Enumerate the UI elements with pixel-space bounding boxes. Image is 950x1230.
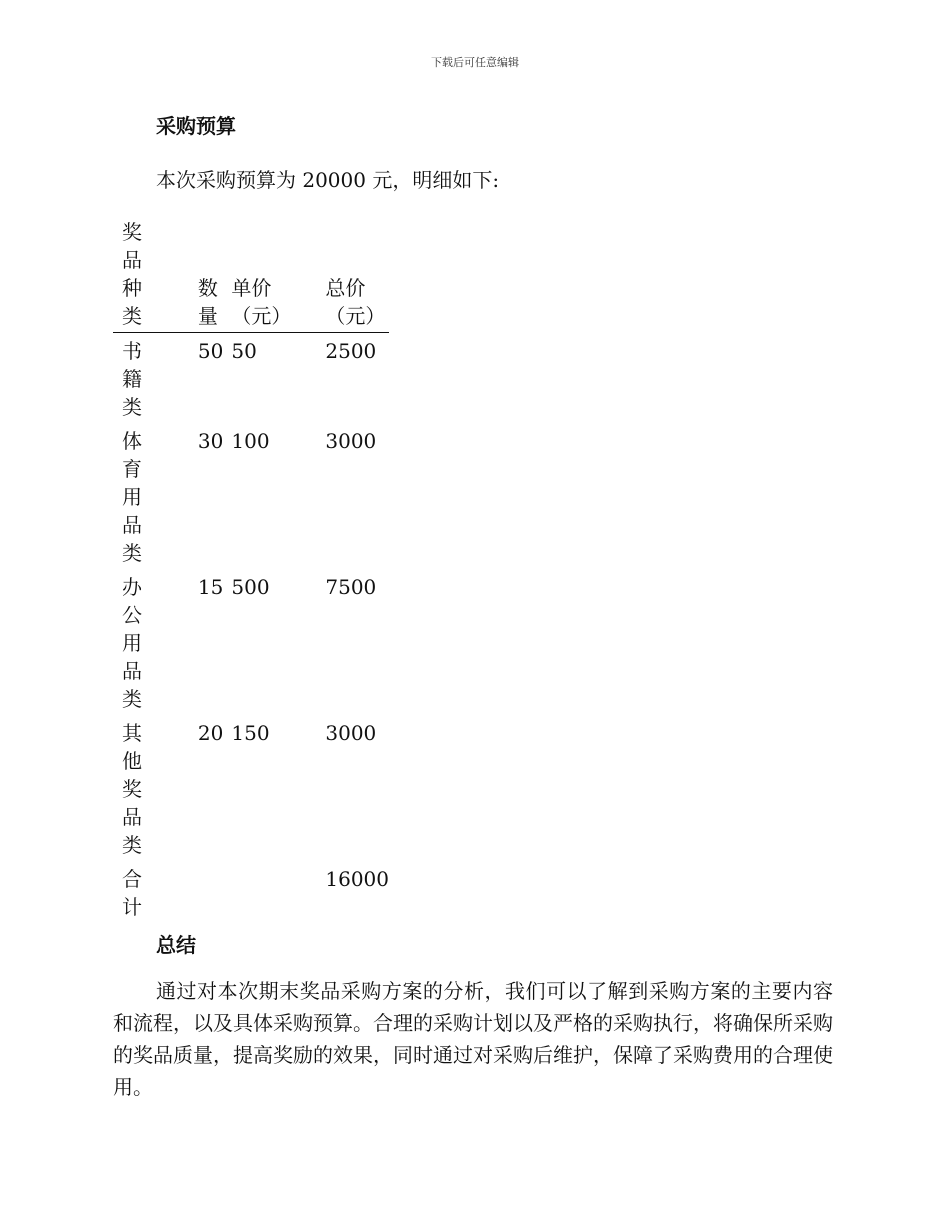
table-row xyxy=(113,333,389,424)
cell-unit-price: 150 xyxy=(231,721,270,745)
budget-intro: 本次采购预算为 20000 元，明细如下: xyxy=(156,168,500,192)
budget-heading: 采购预算 xyxy=(156,114,236,138)
cell-quantity: 30 xyxy=(197,429,224,453)
summary-paragraph: 通过对本次期末奖品采购方案的分析，我们可以了解到采购方案的主要内容和流程，以及具体采购预算。合理的采购计划以及严格的采购执行，将确保所采购的奖品质量，提高奖励的效果，同时通过对采购后维护，保障了采购费用的合理使用。 xyxy=(113,979,833,1099)
cell-unit-price: 100 xyxy=(231,429,270,453)
cell-quantity: 50 xyxy=(197,339,224,363)
document-body xyxy=(113,110,833,1103)
cell-total: 3000 xyxy=(325,429,377,453)
budget-table xyxy=(113,218,389,923)
cell-unit-price: 500 xyxy=(231,575,270,599)
cell-category: 办公用品类 xyxy=(122,575,142,711)
cell-unit-price xyxy=(231,861,325,923)
header-total: 总价（元） xyxy=(325,218,389,333)
cell-category: 体育用品类 xyxy=(122,429,142,565)
cell-total: 3000 xyxy=(325,721,377,745)
cell-category: 其他奖品类 xyxy=(122,721,142,857)
header-unit-price: 单价（元） xyxy=(231,218,325,333)
cell-total: 7500 xyxy=(325,575,377,599)
cell-total: 2500 xyxy=(325,339,377,363)
cell-category: 书籍类 xyxy=(122,339,142,419)
table-row xyxy=(113,569,389,715)
table-row xyxy=(113,423,389,569)
header-category: 奖品种类 xyxy=(113,218,198,333)
cell-total: 16000 xyxy=(325,867,389,891)
summary-heading: 总结 xyxy=(156,933,196,957)
table-header-row xyxy=(113,218,389,333)
table-row-total xyxy=(113,861,389,923)
cell-quantity: 20 xyxy=(197,721,224,745)
cell-category: 合计 xyxy=(122,867,142,919)
header-quantity: 数量 xyxy=(198,218,231,333)
page-header-note: 下载后可任意编辑 xyxy=(431,56,519,69)
cell-quantity: 15 xyxy=(197,575,224,599)
cell-unit-price: 50 xyxy=(231,339,257,363)
table-row xyxy=(113,715,389,861)
cell-quantity xyxy=(198,861,231,923)
